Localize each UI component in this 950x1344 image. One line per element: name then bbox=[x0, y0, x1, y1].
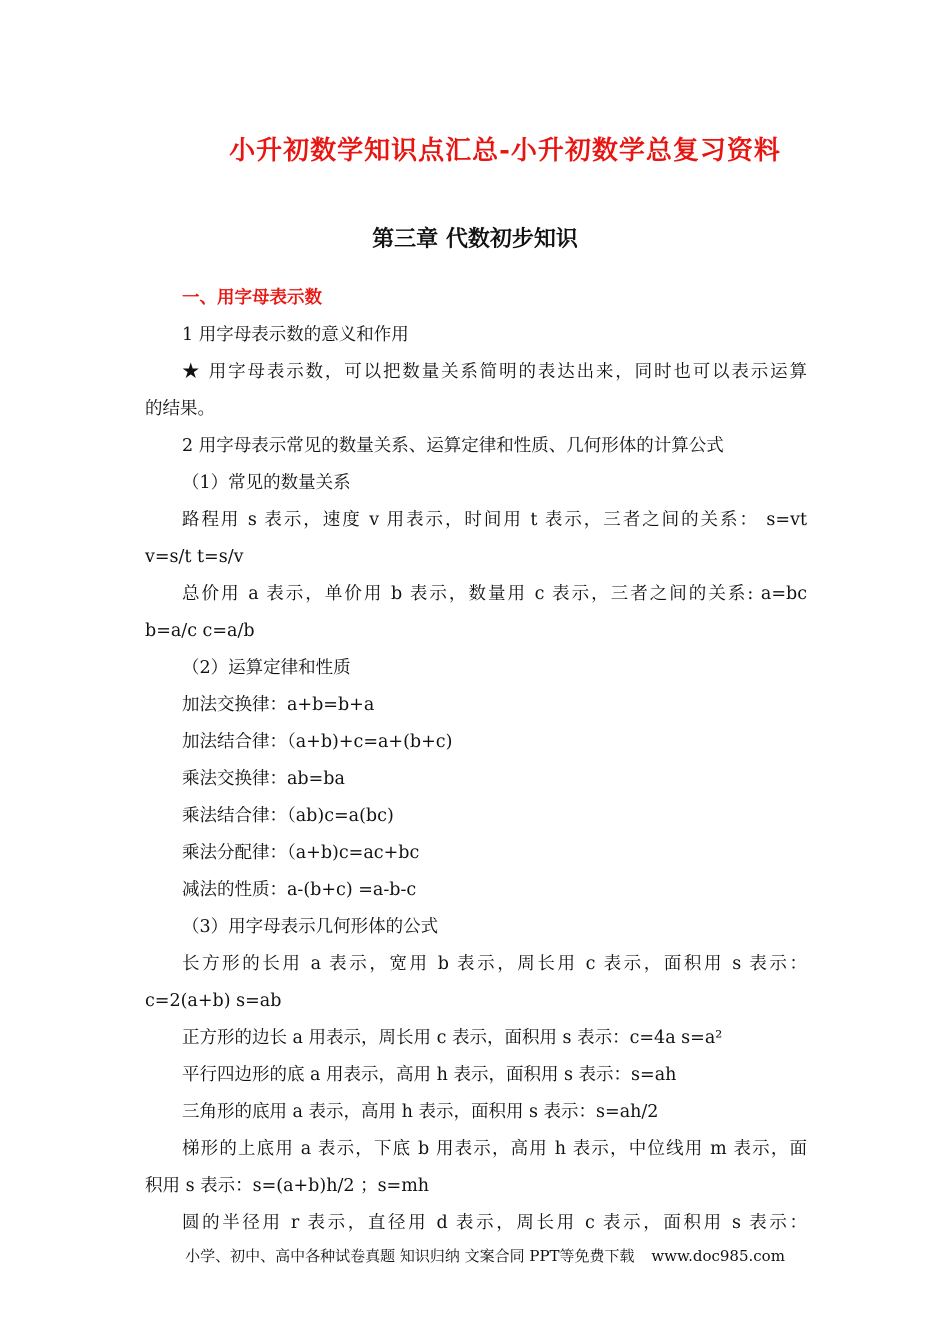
text-line: 加法交换律：a+b=b+a bbox=[182, 695, 375, 715]
chapter-heading: 第三章 代数初步知识 bbox=[372, 226, 578, 252]
text-line: 正方形的边长 a 用表示，周长用 c 表示，面积用 s 表示：c=4a s=a² bbox=[182, 1028, 723, 1048]
page-footer bbox=[0, 1245, 950, 1266]
text-line: ★ 用字母表示数，可以把数量关系简明的表达出来，同时也可以表示运算 bbox=[182, 362, 807, 382]
text-line: 乘法分配律：（a+b)c=ac+bc bbox=[182, 843, 420, 863]
text-line: 减法的性质：a-(b+c) =a-b-c bbox=[182, 880, 417, 900]
text-line: （1）常见的数量关系 bbox=[182, 473, 351, 493]
section-heading: 一、用字母表示数 bbox=[182, 288, 322, 308]
text-line: 路程用 s 表示，速度 v 用表示，时间用 t 表示，三者之间的关系： s=vt bbox=[182, 510, 807, 530]
text-line: 圆的半径用 r 表示，直径用 d 表示，周长用 c 表示，面积用 s 表示： bbox=[182, 1213, 807, 1233]
text-line: c=2(a+b) s=ab bbox=[145, 991, 282, 1011]
text-line: 三角形的底用 a 表示，高用 h 表示，面积用 s 表示：s=ah/2 bbox=[182, 1102, 659, 1122]
text-line: 积用 s 表示：s=(a+b)h/2 ；s=mh bbox=[145, 1176, 430, 1196]
footer-text: 小学、初中、高中各种试卷真题 知识归纳 文案合同 PPT等免费下载 bbox=[185, 1247, 635, 1265]
text-line: （2）运算定律和性质 bbox=[182, 658, 351, 678]
text-line: 长方形的长用 a 表示，宽用 b 表示，周长用 c 表示，面积用 s 表示： bbox=[182, 954, 807, 974]
text-line: 加法结合律：（a+b)+c=a+(b+c) bbox=[182, 732, 453, 752]
body-content bbox=[145, 280, 807, 1242]
text-line: b=a/c c=a/b bbox=[145, 621, 255, 641]
text-line: 的结果。 bbox=[145, 399, 215, 419]
document-title: 小升初数学知识点汇总-小升初数学总复习资料 bbox=[229, 136, 781, 166]
text-line: 总价用 a 表示，单价用 b 表示，数量用 c 表示，三者之间的关系: a=bc bbox=[182, 584, 807, 604]
text-line: v=s/t t=s/v bbox=[145, 547, 244, 567]
text-line: 梯形的上底用 a 表示，下底 b 用表示，高用 h 表示，中位线用 m 表示，面 bbox=[182, 1139, 807, 1159]
text-line: 2 用字母表示常见的数量关系、运算定律和性质、几何形体的计算公式 bbox=[182, 436, 724, 456]
text-line: 1 用字母表示数的意义和作用 bbox=[182, 325, 409, 345]
footer-url[interactable]: www.doc985.com bbox=[651, 1247, 785, 1265]
text-line: （3）用字母表示几何形体的公式 bbox=[182, 917, 439, 937]
text-line: 乘法结合律：（ab)c=a(bc) bbox=[182, 806, 394, 826]
text-line: 乘法交换律：ab=ba bbox=[182, 769, 345, 789]
text-line: 平行四边形的底 a 用表示，高用 h 表示，面积用 s 表示：s=ah bbox=[182, 1065, 677, 1085]
